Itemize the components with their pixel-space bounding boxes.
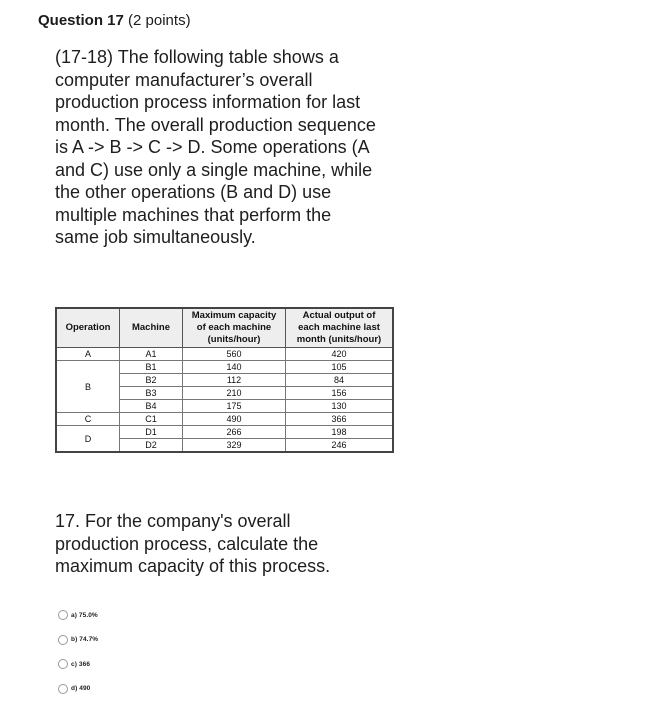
machine-cell: B1 [120, 361, 183, 374]
intro-line: is A -> B -> C -> D. Some operations (A [55, 136, 415, 159]
max-capacity-cell: 329 [183, 439, 286, 453]
choice-label[interactable]: a) 75.0% [71, 612, 98, 619]
intro-line: multiple machines that perform the [55, 204, 415, 227]
choice-b[interactable] [58, 628, 98, 653]
operation-cell: D [56, 426, 120, 453]
machine-cell: B4 [120, 400, 183, 413]
question-points: (2 points) [128, 12, 191, 29]
header-operation: Operation [56, 308, 120, 348]
header-actual-line: each machine last [289, 322, 389, 334]
choice-c[interactable] [58, 652, 98, 677]
table-row [56, 426, 393, 439]
choice-label[interactable]: d) 490 [71, 685, 90, 692]
choice-a[interactable] [58, 603, 98, 628]
table-row [56, 413, 393, 426]
production-table-wrapper [55, 307, 394, 453]
production-table [55, 307, 394, 453]
radio-button[interactable] [58, 684, 68, 694]
header-actual-output [286, 308, 394, 348]
question-line: maximum capacity of this process. [55, 555, 385, 578]
actual-output-cell: 105 [286, 361, 394, 374]
operation-cell: A [56, 348, 120, 361]
intro-line: same job simultaneously. [55, 226, 415, 249]
actual-output-cell: 130 [286, 400, 394, 413]
header-max-line: of each machine [186, 322, 282, 334]
machine-cell: D1 [120, 426, 183, 439]
choice-d[interactable] [58, 677, 98, 701]
machine-cell: A1 [120, 348, 183, 361]
max-capacity-cell: 560 [183, 348, 286, 361]
choice-label[interactable]: c) 366 [71, 661, 90, 668]
machine-cell: D2 [120, 439, 183, 453]
max-capacity-cell: 490 [183, 413, 286, 426]
intro-line: month. The overall production sequence [55, 114, 415, 137]
radio-button[interactable] [58, 610, 68, 620]
question-prompt [55, 510, 385, 578]
table-row [56, 361, 393, 374]
question-line: production process, calculate the [55, 533, 385, 556]
max-capacity-cell: 112 [183, 374, 286, 387]
max-capacity-cell: 175 [183, 400, 286, 413]
question-header [38, 12, 191, 29]
max-capacity-cell: 266 [183, 426, 286, 439]
question-title: Question 17 [38, 12, 124, 29]
radio-button[interactable] [58, 635, 68, 645]
max-capacity-cell: 210 [183, 387, 286, 400]
operation-cell: B [56, 361, 120, 413]
table-row [56, 348, 393, 361]
answer-choices [58, 603, 98, 701]
actual-output-cell: 84 [286, 374, 394, 387]
question-line: 17. For the company's overall [55, 510, 385, 533]
actual-output-cell: 366 [286, 413, 394, 426]
actual-output-cell: 420 [286, 348, 394, 361]
intro-line: computer manufacturer’s overall [55, 69, 415, 92]
machine-cell: B2 [120, 374, 183, 387]
actual-output-cell: 156 [286, 387, 394, 400]
max-capacity-cell: 140 [183, 361, 286, 374]
header-max-line: Maximum capacity [186, 310, 282, 322]
intro-line: (17-18) The following table shows a [55, 46, 415, 69]
actual-output-cell: 198 [286, 426, 394, 439]
intro-line: production process information for last [55, 91, 415, 114]
machine-cell: B3 [120, 387, 183, 400]
intro-paragraph [55, 46, 415, 249]
intro-line: and C) use only a single machine, while [55, 159, 415, 182]
header-machine: Machine [120, 308, 183, 348]
radio-button[interactable] [58, 659, 68, 669]
operation-cell: C [56, 413, 120, 426]
header-max-line: (units/hour) [186, 334, 282, 346]
choice-label[interactable]: b) 74.7% [71, 636, 98, 643]
header-max-capacity [183, 308, 286, 348]
table-header-row [56, 308, 393, 348]
header-actual-line: Actual output of [289, 310, 389, 322]
header-actual-line: month (units/hour) [289, 334, 389, 346]
actual-output-cell: 246 [286, 439, 394, 453]
machine-cell: C1 [120, 413, 183, 426]
intro-line: the other operations (B and D) use [55, 181, 415, 204]
